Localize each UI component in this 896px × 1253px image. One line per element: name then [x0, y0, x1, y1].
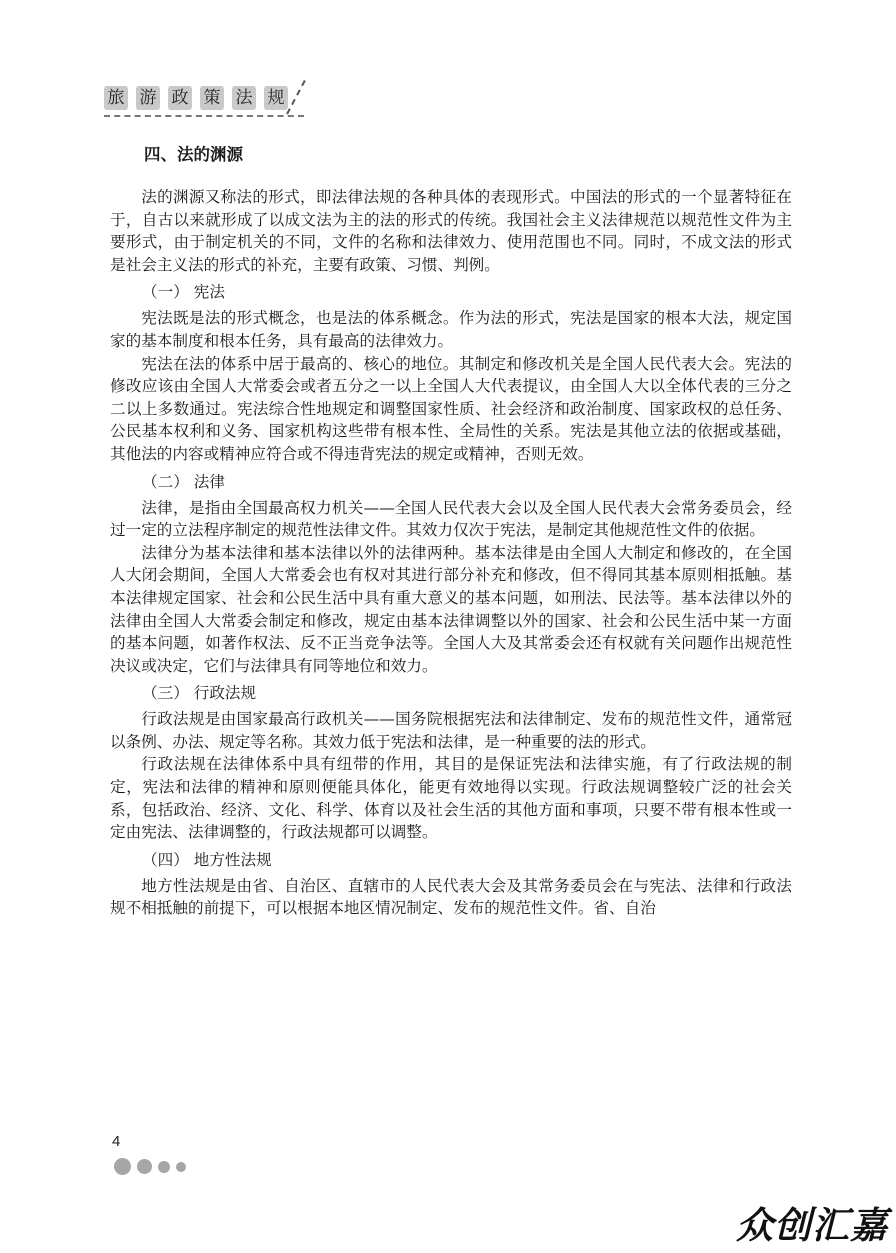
- subsection-title: （二） 法律: [142, 472, 225, 491]
- footer-dot: [158, 1161, 170, 1173]
- running-header: [104, 84, 334, 120]
- subsection-title: （四） 地方性法规: [142, 850, 272, 869]
- paragraph: 宪法既是法的形式概念，也是法的体系概念。作为法的形式，宪法是国家的根本大法，规定国家的基本制度和根本任务，具有最高的法律效力。: [110, 309, 792, 350]
- header-char: 政: [168, 86, 192, 110]
- subsection-title: （一） 宪法: [142, 283, 225, 302]
- watermark: 众创汇嘉: [736, 1204, 888, 1247]
- paragraph: 行政法规在法律体系中具有纽带的作用，其目的是保证宪法和法律实施，有了行政法规的制定，宪法和法律的精神和原则便能具体化，能更有效地得以实现。行政法规调整较广泛的社会关系，包括政治、经济、文化、科学、体育以及社会生活的其他方面和事项，只要不带有根本性或一定由宪法、法律调整的，行政法规都可以调整。: [110, 755, 792, 842]
- header-char: 规: [264, 86, 288, 110]
- header-dashed-rule: [104, 115, 304, 117]
- header-char: 旅: [104, 86, 128, 110]
- paragraph: 宪法在法的体系中居于最高的、核心的地位。其制定和修改机关是全国人民代表大会。宪法的修改应该由全国人大常委会或者五分之一以上全国人大代表提议，由全国人大以全体代表的三分之二以上多数通过。宪法综合性地规定和调整国家性质、社会经济和政治制度、国家政权的总任务、公民基本权利和义务、国家机构这些带有根本性、全局性的关系。宪法是其他立法的依据或基础，其他法的内容或精神应符合或不得违背宪法的规定或精神，否则无效。: [110, 354, 792, 463]
- intro-paragraph: 法的渊源又称法的形式，即法律法规的各种具体的表现形式。中国法的形式的一个显著特征在于，自古以来就形成了以成文法为主的法的形式的传统。我国社会主义法律规范以规范性文件为主要形式，由于制定机关的不同，文件的名称和法律效力、使用范围也不同。同时，不成文法的形式是社会主义法的形式的补充，主要有政策、习惯、判例。: [110, 188, 792, 274]
- paragraph: 法律，是指由全国最高权力机关——全国人民代表大会以及全国人民代表大会常务委员会，经过一定的立法程序制定的规范性法律文件。其效力仅次于宪法，是制定其他规范性文件的依据。: [110, 498, 792, 540]
- subsection-title: （三） 行政法规: [142, 684, 257, 703]
- paragraph: 法律分为基本法律和基本法律以外的法律两种。基本法律是由全国人大制定和修改的，在全国人大闭会期间，全国人大常委会也有权对其进行部分补充和修改，但不得同其基本原则相抵触。基本法律规定国家、社会和公民生活中具有重大意义的基本问题，如刑法、民法等。基本法律以外的法律由全国人大常委会制定和修改，规定由基本法律调整以外的国家、社会和公民生活中某一方面的基本问题，如著作权法、反不正当竞争法等。全国人大及其常委会还有权就有关问题作出规范性决议或决定，它们与法律具有同等地位和效力。: [110, 543, 792, 675]
- footer-dot: [176, 1162, 186, 1172]
- paragraph: 行政法规是由国家最高行政机关——国务院根据宪法和法律制定、发布的规范性文件，通常冠以条例、办法、规定等名称。其效力低于宪法和法律，是一种重要的法的形式。: [110, 710, 792, 751]
- footer-dot: [137, 1159, 152, 1174]
- footer-dots-ornament: [114, 1158, 192, 1175]
- section-title: 四、法的渊源: [144, 145, 243, 164]
- page-number: 4: [112, 1133, 121, 1150]
- page-body: [110, 144, 792, 920]
- header-title: [104, 86, 296, 110]
- header-char: 法: [232, 86, 256, 110]
- header-char: 游: [136, 86, 160, 110]
- paragraph: 地方性法规是由省、自治区、直辖市的人民代表大会及其常务委员会在与宪法、法律和行政法规不相抵触的前提下，可以根据本地区情况制定、发布的规范性文件。省、自治: [110, 876, 792, 918]
- footer-dot: [114, 1158, 131, 1175]
- header-char: 策: [200, 86, 224, 110]
